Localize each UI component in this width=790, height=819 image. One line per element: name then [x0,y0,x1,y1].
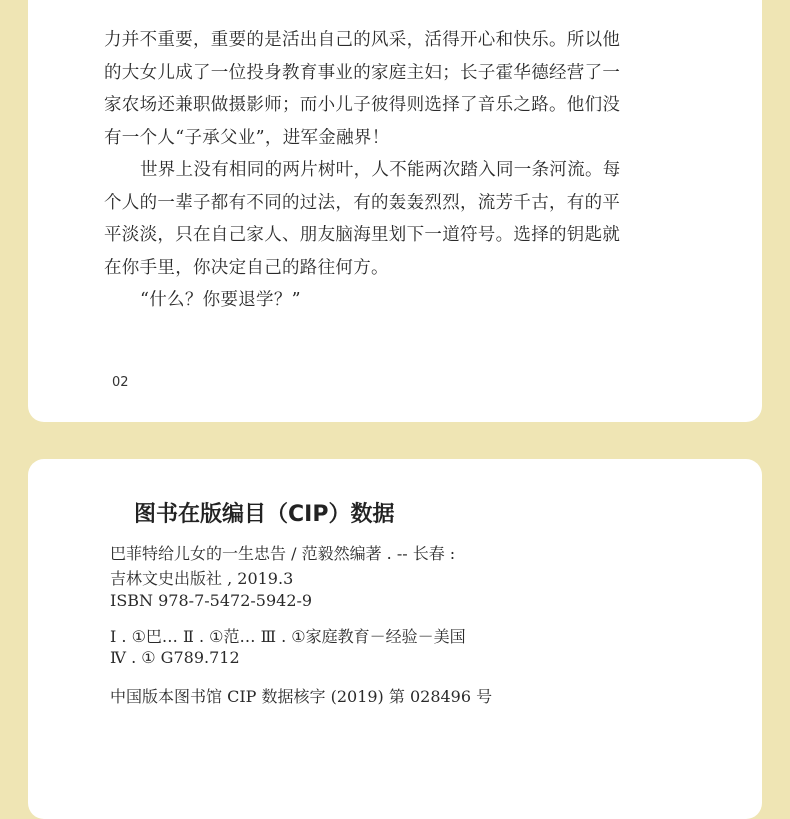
dialogue-paragraph [104,284,624,317]
body-paragraph [104,154,624,284]
body-paragraph [104,24,624,154]
text-line: 平淡淡，只在自己家人、朋友脑海里划下一道符号。选择的钥匙就 [104,225,621,245]
text-line: 家农场还兼职做摄影师；而小儿子彼得则选择了音乐之路。他们没 [104,95,621,115]
cip-line: 巴菲特给儿女的一生忠告 / 范毅然编著 . -- 长春 : [110,544,456,563]
text-line: 世界上没有相同的两片树叶，人不能两次踏入同一条河流。每 [140,160,621,180]
text-line: 力并不重要，重要的是活出自己的风采，活得开心和快乐。所以他 [104,30,621,50]
page-number: 02 [112,375,129,390]
text-line: 有一个人“子承父业”，进军金融界！ [104,127,390,148]
text-line: 的大女儿成了一位投身教育事业的家庭主妇；长子霍华德经营了一 [104,62,621,83]
cip-line: 吉林文史出版社 , 2019.3 [110,569,294,588]
cip-heading: 图书在版编目（CIP）数据 [134,502,395,527]
cip-line: 中国版本图书馆 CIP 数据核字 (2019) 第 028496 号 [110,687,493,706]
cip-line: Ⅰ . ①巴… Ⅱ . ①范… Ⅲ . ①家庭教育－经验－美国 [110,627,466,646]
text-line: 个人的一辈子都有不同的过法，有的轰轰烈烈，流芳千古，有的平 [104,192,621,213]
text-line: 在你手里，你决定自己的路往何方。 [104,257,389,278]
cip-line: Ⅳ . ① G789.712 [110,648,240,667]
cip-line: ISBN 978-7-5472-5942-9 [110,591,313,610]
text-line: “什么？你要退学？” [140,290,301,310]
